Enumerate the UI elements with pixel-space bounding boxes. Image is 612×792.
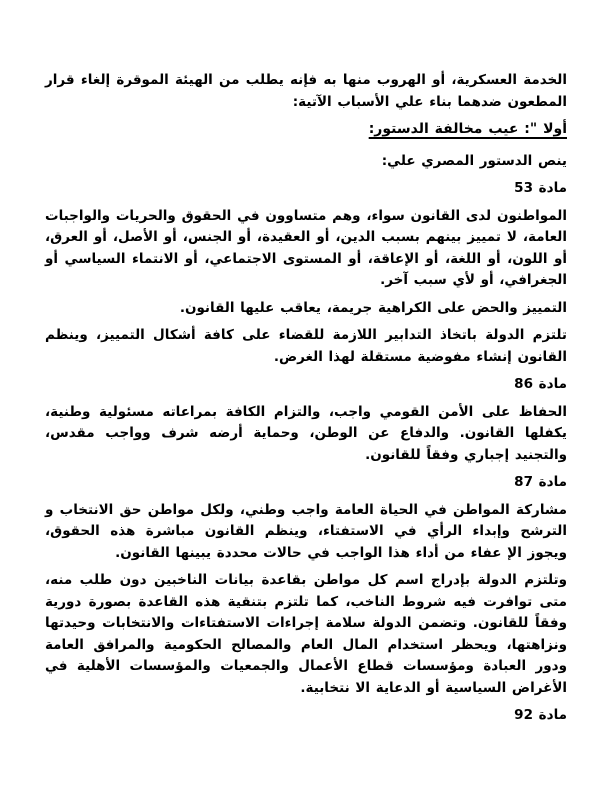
article-label-92: مادة 92 [514, 707, 567, 723]
paragraph-article-87-text: مشاركة المواطن في الحياة العامة واجب وطني، ولكل مواطن حق الانتخاب و الترشح وإبداء الرأي في الاستفتاء، وينظم القانون مباشرة هذه الحقوق، ويجوز الإ عفاء من أداء هذا الواجب في حالات محددة يبينها القانون. [45, 501, 567, 561]
article-label-53: مادة 53 [514, 180, 567, 196]
article-label-86: مادة 86 [514, 376, 567, 392]
document-body [45, 70, 567, 733]
paragraph-intro: الخدمة العسكرية، أو الهروب منها به فإنه يطلب من الهيئة الموقرة إلغاء قرار المطعون ضدهما بناء علي الأسباب الآتية: [45, 72, 567, 110]
article-label-87: مادة 87 [514, 474, 567, 490]
paragraph-constitution-states: ينص الدستور المصري علي: [381, 152, 567, 169]
paragraph-discrimination-crime: التمييز والحض على الكراهية جريمة، يعاقب عليها القانون. [179, 299, 567, 316]
paragraph-article-86-text: الحفاظ على الأمن القومي واجب، والتزام الكافة بمراعاته مسئولية وطنية، يكفلها القانون. والدفاع عن الوطن، وحماية أرضه شرف وواجب مقدس، والتجنيد إجباري وفقاً للقانون. [45, 403, 567, 463]
paragraph-article-53-text: المواطنون لدى القانون سواء، وهم متساوون في الحقوق والحريات والواجبات العامة، لا تمييز بينهم بسبب الدين، أو العقيدة، أو الجنس، أو الأصل، أو العرق، أو اللون، أو اللغة، أو الإعاقة، أو المستوى الاجتماعي، أو الانتماء السياسي أو الجغرافي، أو لأي سبب آخر. [45, 207, 567, 288]
paragraph-state-measures: تلتزم الدولة باتخاذ التدابير اللازمة للقضاء على كافة أشكال التمييز، وينظم القانون إنشاء مفوضية مستقلة لهذا الغرض. [45, 327, 567, 365]
section-heading-constitution-violation: أولا ": عيب مخالفة الدستور: [368, 121, 567, 137]
paragraph-voter-database: وتلتزم الدولة بإدراج اسم كل مواطن بقاعدة بيانات الناخبين دون طلب منه، متى توافرت فيه شروط الناخب، كما تلتزم بتنقية هذه القاعدة بصورة دورية وفقاً للقانون. وتضمن الدولة سلامة إجراءات الاستفتاءات والانتخابات وحيدتها ونزاهتها، ويحظر استخدام المال العام والمصالح الحكومية والمرافق العامة ودور العبادة ومؤسسات قطاع الأعمال والجمعيات والمؤسسات الأهلية في الأغراض السياسية أو الدعاية الا نتخابية. [45, 572, 567, 696]
